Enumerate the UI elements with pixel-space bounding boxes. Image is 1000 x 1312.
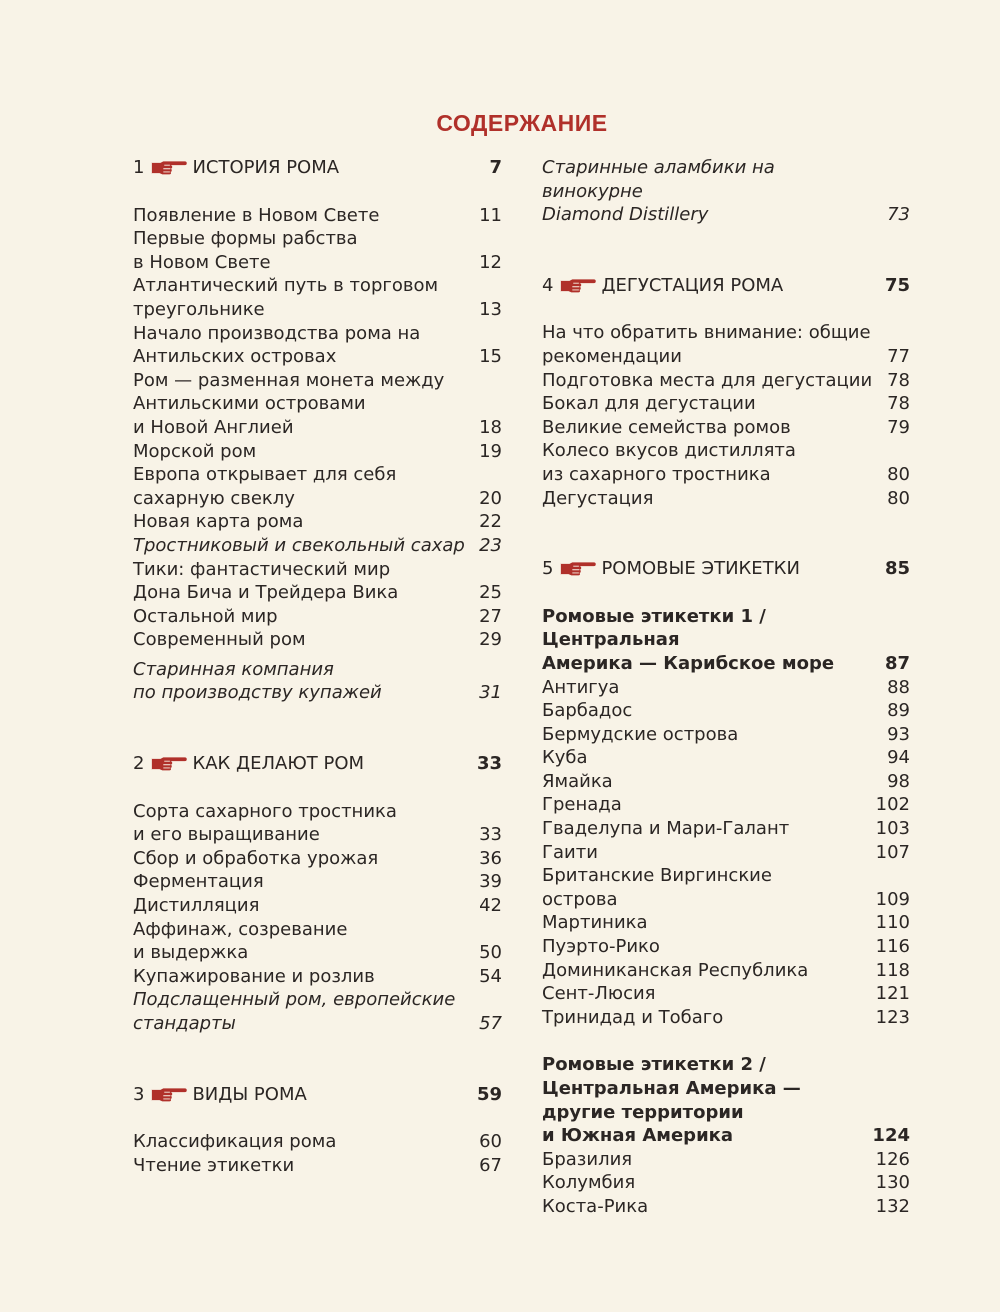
toc-entry[interactable] <box>542 841 910 865</box>
entry-page: 31 <box>479 682 502 704</box>
entry-title: Старинная компания по производству купажей <box>133 658 382 704</box>
toc-entry[interactable] <box>133 369 502 440</box>
entry-title: Остальной мир <box>133 605 278 627</box>
chapter-page: 59 <box>476 1083 502 1105</box>
entry-title: Ямайка <box>542 770 613 792</box>
entry-page: 15 <box>479 346 502 368</box>
entry-title: Атлантический путь в торговом треугольнике <box>133 275 439 320</box>
entry-page: 77 <box>887 345 910 367</box>
entry-page: 102 <box>875 794 910 816</box>
entry-page: 27 <box>479 605 502 627</box>
chapter-4-heading[interactable] <box>542 274 910 298</box>
entry-title: Гренада <box>542 794 622 816</box>
entry-page: 116 <box>875 936 910 958</box>
entry-page: 36 <box>479 847 502 869</box>
entry-title: Сент-Люсия <box>542 983 656 1005</box>
entry-page: 121 <box>875 983 910 1005</box>
entry-title: Великие семейства ромов <box>542 416 791 438</box>
entry-page: 57 <box>479 1013 502 1034</box>
toc-column-left <box>133 156 502 1177</box>
toc-column-right <box>542 156 910 1219</box>
entry-page: 22 <box>479 511 502 533</box>
toc-entry[interactable] <box>542 392 910 416</box>
toc-entry[interactable] <box>542 699 910 723</box>
chapter-number: 4 <box>542 274 554 296</box>
chapter-1-heading[interactable] <box>133 156 502 180</box>
entry-title: Начало производства рома на Антильских островах <box>133 322 421 368</box>
toc-entry-sidebar[interactable] <box>133 988 502 1035</box>
entry-page: 67 <box>479 1154 502 1176</box>
entry-page: 19 <box>479 440 502 462</box>
toc-entry-sidebar[interactable] <box>133 534 502 558</box>
entry-title: Старинные аламбики на винокурне Diamond Distillery <box>542 157 775 226</box>
entry-page: 39 <box>479 871 502 893</box>
toc-entry[interactable] <box>542 439 910 486</box>
toc-entry[interactable] <box>133 965 502 989</box>
entry-page: 12 <box>479 251 502 273</box>
toc-entry[interactable] <box>542 959 910 983</box>
chapter-number: 3 <box>133 1083 145 1105</box>
entry-title: Колумбия <box>542 1172 636 1194</box>
toc-entry[interactable] <box>542 746 910 770</box>
entry-title: Доминиканская Республика <box>542 959 809 981</box>
entry-page: 107 <box>875 841 910 863</box>
page-title: СОДЕРЖАНИЕ <box>436 110 608 136</box>
entry-page: 78 <box>887 393 910 415</box>
toc-entry[interactable] <box>542 723 910 747</box>
chapter-number: 1 <box>133 157 145 178</box>
entry-title: Пуэрто-Рико <box>542 936 660 958</box>
pointing-hand-icon <box>149 1087 187 1102</box>
toc-entry[interactable] <box>542 982 910 1006</box>
toc-entry[interactable] <box>542 793 910 817</box>
chapter-page: 75 <box>884 274 910 296</box>
toc-entry[interactable] <box>133 918 502 965</box>
toc-entry-sidebar[interactable] <box>542 156 910 227</box>
chapter-title: РОМОВЫЕ ЭТИКЕТКИ <box>601 558 800 580</box>
entry-page: 123 <box>875 1006 910 1028</box>
entry-title: Куба <box>542 747 588 769</box>
pointing-hand-icon <box>558 561 596 576</box>
toc-entry[interactable] <box>133 510 502 534</box>
toc-section-heading[interactable] <box>542 605 910 676</box>
entry-title: Новая карта рома <box>133 511 304 533</box>
entry-page: 89 <box>887 700 910 722</box>
entry-page: 132 <box>875 1195 910 1217</box>
chapter-page: 33 <box>476 753 502 775</box>
entry-title: Дегустация <box>542 487 654 509</box>
toc-entry[interactable] <box>542 770 910 794</box>
entry-title: Подготовка места для дегустации <box>542 369 873 391</box>
entry-title: Коста-Рика <box>542 1195 649 1217</box>
toc-entry-sidebar[interactable] <box>133 658 502 705</box>
entry-page: 98 <box>887 770 910 792</box>
toc-entry[interactable] <box>542 487 910 511</box>
toc-entry[interactable] <box>133 847 502 871</box>
entry-title: Ром — разменная монета между Антильскими островами и Новой Англией <box>133 369 445 438</box>
toc-entry[interactable] <box>133 463 502 510</box>
entry-title: Морской ром <box>133 440 257 462</box>
toc-entry[interactable] <box>133 558 502 605</box>
toc-entry[interactable] <box>133 274 502 321</box>
entry-page: 87 <box>884 652 910 674</box>
toc-entry[interactable] <box>542 369 910 393</box>
toc-section-heading[interactable] <box>542 1053 910 1147</box>
toc-entry[interactable] <box>133 628 502 652</box>
pointing-hand-icon <box>149 160 187 175</box>
pointing-hand-icon <box>558 278 596 293</box>
entry-title: Дистилляция <box>133 895 260 917</box>
entry-title: Современный ром <box>133 629 306 651</box>
entry-title: Барбадос <box>542 700 633 722</box>
entry-title: Тринидад и Тобаго <box>542 1006 724 1028</box>
entry-page: 23 <box>479 534 502 556</box>
entry-page: 79 <box>887 416 910 438</box>
toc-entry[interactable] <box>133 440 502 464</box>
entry-title: Бермудские острова <box>542 723 739 745</box>
entry-page: 73 <box>887 204 910 226</box>
entry-title: Бокал для дегустации <box>542 393 756 415</box>
toc-entry[interactable] <box>542 1148 910 1172</box>
chapter-title: ВИДЫ РОМА <box>192 1083 307 1105</box>
chapter-title: ИСТОРИЯ РОМА <box>192 157 340 178</box>
chapter-2-heading[interactable] <box>133 752 502 776</box>
entry-page: 33 <box>479 824 502 846</box>
toc-entry[interactable] <box>542 864 910 911</box>
entry-title: Ромовые этикетки 2 / Центральная Америка — другие территории и Южная Америка <box>542 1054 801 1147</box>
entry-page: 103 <box>875 818 910 840</box>
entry-title: Появление в Новом Свете <box>133 204 380 226</box>
entry-title: Гаити <box>542 841 598 863</box>
entry-title: На что обратить внимание: общие рекомендации <box>542 322 871 367</box>
entry-title: Сорта сахарного тростника и его выращивание <box>133 800 397 846</box>
entry-title: Европа открывает для себя сахарную свеклу <box>133 464 397 509</box>
entry-title: Чтение этикетки <box>133 1154 295 1176</box>
entry-page: 80 <box>887 487 910 509</box>
entry-title: Бразилия <box>542 1148 633 1170</box>
toc-entry[interactable] <box>542 676 910 700</box>
entry-page: 20 <box>479 487 502 509</box>
chapter-page: 85 <box>884 558 910 580</box>
entry-page: 130 <box>875 1172 910 1194</box>
entry-title: Ромовые этикетки 1 / Центральная Америка — Карибское море <box>542 605 835 674</box>
entry-page: 50 <box>479 942 502 964</box>
entry-title: Первые формы рабства в Новом Свете <box>133 228 358 273</box>
entry-title: Ферментация <box>133 871 264 893</box>
entry-title: Тики: фантастический мир Дона Бича и Трейдера Вика <box>133 558 399 604</box>
entry-title: Сбор и обработка урожая <box>133 847 379 869</box>
toc-entry[interactable] <box>133 605 502 629</box>
pointing-hand-icon <box>149 756 187 771</box>
entry-page: 109 <box>875 888 910 910</box>
toc-entry[interactable] <box>542 911 910 935</box>
toc-entry[interactable] <box>133 1130 502 1154</box>
chapter-title: ДЕГУСТАЦИЯ РОМА <box>601 274 784 296</box>
entry-page: 118 <box>875 959 910 981</box>
entry-title: Классификация рома <box>133 1131 337 1153</box>
entry-page: 29 <box>479 629 502 651</box>
toc-entry[interactable] <box>133 322 502 369</box>
entry-page: 110 <box>875 912 910 934</box>
entry-page: 18 <box>479 416 502 438</box>
toc-entry[interactable] <box>133 227 502 274</box>
toc-entry[interactable] <box>542 935 910 959</box>
chapter-3-heading[interactable] <box>133 1083 502 1107</box>
entry-page: 93 <box>887 723 910 745</box>
chapter-5-heading[interactable] <box>542 557 910 581</box>
entry-page: 94 <box>887 747 910 769</box>
toc-entry[interactable] <box>133 1154 502 1178</box>
entry-page: 11 <box>479 204 502 226</box>
chapter-number: 5 <box>542 558 554 580</box>
toc-entry[interactable] <box>542 1195 910 1219</box>
entry-title: Британские Виргинские острова <box>542 865 772 910</box>
toc-entry[interactable] <box>133 800 502 847</box>
entry-page: 124 <box>872 1125 910 1147</box>
entry-page: 126 <box>875 1148 910 1170</box>
toc-entry[interactable] <box>133 870 502 894</box>
chapter-number: 2 <box>133 753 145 775</box>
entry-page: 80 <box>887 463 910 485</box>
entry-page: 78 <box>887 369 910 391</box>
toc-entry[interactable] <box>133 894 502 918</box>
toc-entry[interactable] <box>542 1171 910 1195</box>
toc-entry[interactable] <box>133 204 502 228</box>
entry-title: Подслащенный ром, европейские стандарты <box>133 989 456 1034</box>
toc-entry[interactable] <box>542 321 910 368</box>
entry-title: Аффинаж, созревание и выдержка <box>133 918 348 964</box>
entry-title: Купажирование и розлив <box>133 965 375 987</box>
toc-entry[interactable] <box>542 416 910 440</box>
entry-page: 13 <box>479 298 502 320</box>
entry-page: 88 <box>887 676 910 698</box>
chapter-page: 7 <box>489 157 502 178</box>
chapter-title: КАК ДЕЛАЮТ РОМ <box>192 753 365 775</box>
toc-entry[interactable] <box>542 817 910 841</box>
entry-page: 60 <box>479 1131 502 1153</box>
entry-title: Колесо вкусов дистиллята из сахарного тростника <box>542 440 796 485</box>
entry-page: 25 <box>479 582 502 604</box>
entry-title: Мартиника <box>542 912 648 934</box>
toc-entry[interactable] <box>542 1006 910 1030</box>
entry-title: Гваделупа и Мари-Галант <box>542 818 790 840</box>
entry-page: 42 <box>479 895 502 917</box>
entry-title: Антигуа <box>542 676 620 698</box>
entry-title: Тростниковый и свекольный сахар <box>133 534 465 556</box>
entry-page: 54 <box>479 965 502 987</box>
